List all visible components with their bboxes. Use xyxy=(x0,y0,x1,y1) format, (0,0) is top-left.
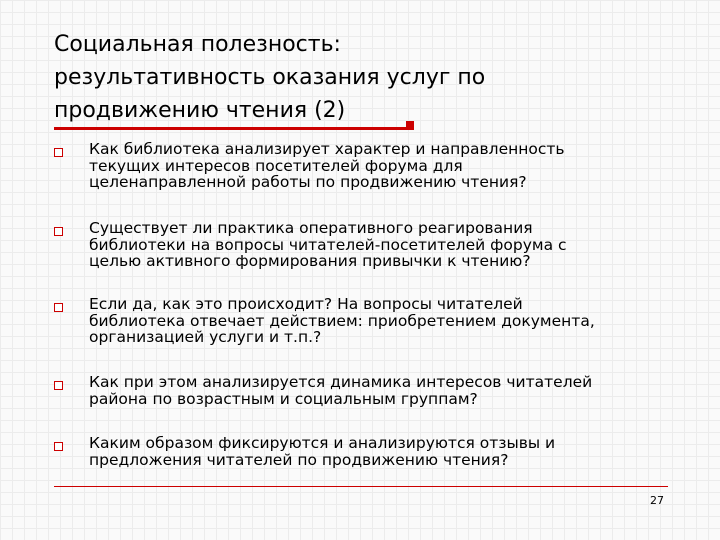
list-item-line: целью активного формирования привычки к чтению? xyxy=(89,252,531,270)
list-item-text xyxy=(89,220,674,270)
square-bullet-icon xyxy=(54,303,63,312)
list-item-line: Как при этом анализируется динамика интересов читателей xyxy=(89,373,593,391)
title-divider-marker xyxy=(406,121,414,129)
list-item-line: предложения читателей по продвижению чтения? xyxy=(89,450,509,469)
list-item-text xyxy=(89,374,674,407)
square-bullet-icon xyxy=(54,227,63,236)
list-item-line: целенаправленной работы по продвижению чтения? xyxy=(89,173,527,191)
title-line: Социальная полезность: xyxy=(54,32,341,57)
list-item-line: библиотеки на вопросы читателей-посетителей форума с xyxy=(89,235,567,254)
title-divider xyxy=(54,127,414,130)
slide-title xyxy=(54,28,614,127)
list-item-line: Как библиотека анализирует характер и направленность xyxy=(89,140,565,158)
list-item-text xyxy=(89,296,674,346)
list-item-line: Существует ли практика оперативного реагирования xyxy=(89,219,533,237)
square-bullet-icon xyxy=(54,381,63,390)
square-bullet-icon xyxy=(54,442,63,451)
footer-divider xyxy=(54,486,668,487)
list-item-line: организацией услуги и т.п.? xyxy=(89,328,322,346)
square-bullet-icon xyxy=(54,148,63,157)
page-number: 27 xyxy=(650,494,664,507)
list-item-text xyxy=(89,435,674,468)
list-item-line: Если да, как это происходит? На вопросы читателей xyxy=(89,295,523,313)
list-item-text xyxy=(89,141,674,191)
list-item-line: текущих интересов посетителей форума для xyxy=(89,156,463,175)
list-item-line: района по возрастным и социальным группам? xyxy=(89,389,478,408)
list-item-line: библиотека отвечает действием: приобретением документа, xyxy=(89,311,595,330)
title-line: результативность оказания услуг по xyxy=(54,65,486,90)
list-item-line: Каким образом фиксируются и анализируются отзывы и xyxy=(89,434,556,452)
title-line: продвижению чтения (2) xyxy=(54,98,346,123)
